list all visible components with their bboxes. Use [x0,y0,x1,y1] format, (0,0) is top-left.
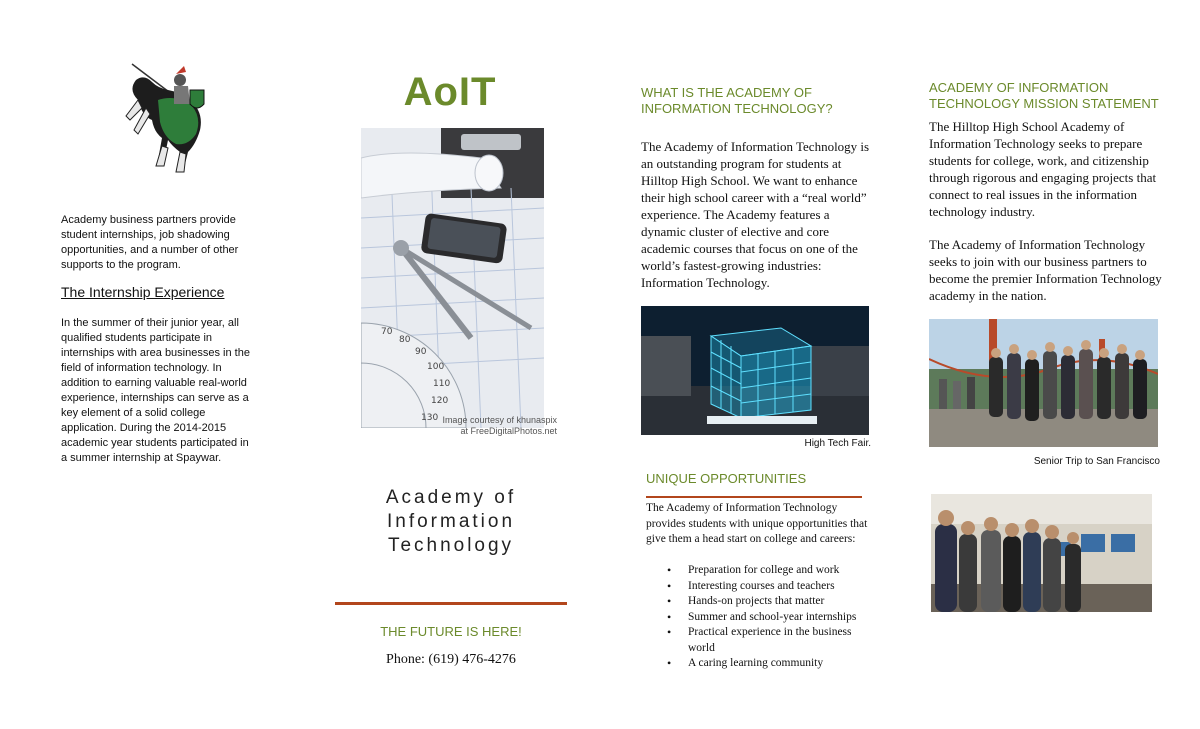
internship-text: In the summer of their junior year, all qualified students participate in internships with area businesses in the field of information technology. In addition to earning valuable real-world experience, internships can serve as a key element of a solid college application. During the 2014-2015 academic year students participated in a summer internship at Spaywar. [61,317,250,464]
protractor-label: 130 [421,413,439,423]
protractor-label: 120 [431,396,449,406]
academy-title-line: Academy of [385,487,517,508]
partners-text: Academy business partners provide student internships, job shadowing opportunities, and a number of other supports to the program. [61,214,239,271]
divider-rule [335,602,567,605]
divider-rule [646,496,862,498]
what-heading-line: WHAT IS THE ACADEMY OF [641,85,812,100]
protractor-label: 80 [399,335,411,345]
led-cube-photo [641,306,869,435]
academy-title-line: Technology [387,535,515,556]
protractor-label: 70 [381,327,393,337]
academy-title-line: Information [386,511,516,532]
mission-heading-line: ACADEMY OF INFORMATION [929,80,1109,95]
list-item: • Hands-on projects that matter [646,594,868,610]
protractor-label: 90 [415,347,427,357]
drafting-tools-photo [361,128,544,428]
unique-heading: UNIQUE OPPORTUNITIES [646,471,807,486]
fair-caption: High Tech Fair. [804,438,871,449]
what-heading-line: INFORMATION TECHNOLOGY? [641,101,833,116]
academy-title [335,486,567,558]
list-item: • Preparation for college and work [646,563,868,579]
knight-logo [118,60,218,175]
future-tagline: THE FUTURE IS HERE! [380,624,522,639]
what-body: The Academy of Information Technology is an outstanding program for students at Hilltop High School. We want to enhance their high school career with a “real world” experience. The Academy features a dynamic cluster of elective and core academic courses that focus on one of the world’s fastest-growing industries: Information Technology. [641,139,870,290]
classroom-group-photo [931,494,1152,612]
internship-heading: The Internship Experience [61,284,225,300]
golden-gate-group-photo [929,319,1158,447]
list-item: • Interesting courses and teachers [646,579,868,595]
opportunity-list [646,563,868,672]
mission-heading-line: TECHNOLOGY MISSION STATEMENT [929,96,1159,111]
mission-paragraph-2: The Academy of Information Technology seeks to join with our business partners to become the premier Information Technology academy in the nation. [929,237,1162,303]
list-item: • A caring learning community [646,656,868,672]
protractor-label: 110 [433,379,451,389]
mission-heading [929,80,1169,112]
phone-number: Phone: (619) 476-4276 [386,652,516,667]
mission-paragraph-1: The Hilltop High School Academy of Information Technology seeks to prepare students for college, work, and citizenship through rigorous and engaging projects that connect to real issues in the information technology industry. [929,119,1157,219]
photo-credit: Image courtesy of khunaspix at FreeDigitalPhotos.net [442,415,557,436]
what-heading [641,85,881,117]
trip-caption: Senior Trip to San Francisco [1033,456,1160,467]
unique-intro: The Academy of Information Technology provides students with unique opportunities that give them a head start on college and careers: [646,502,868,545]
list-item: • Summer and school-year internships [646,610,868,626]
protractor-label: 100 [427,362,445,372]
aoit-title: AoIT [403,70,497,114]
list-item: • Practical experience in the business world [646,625,868,656]
